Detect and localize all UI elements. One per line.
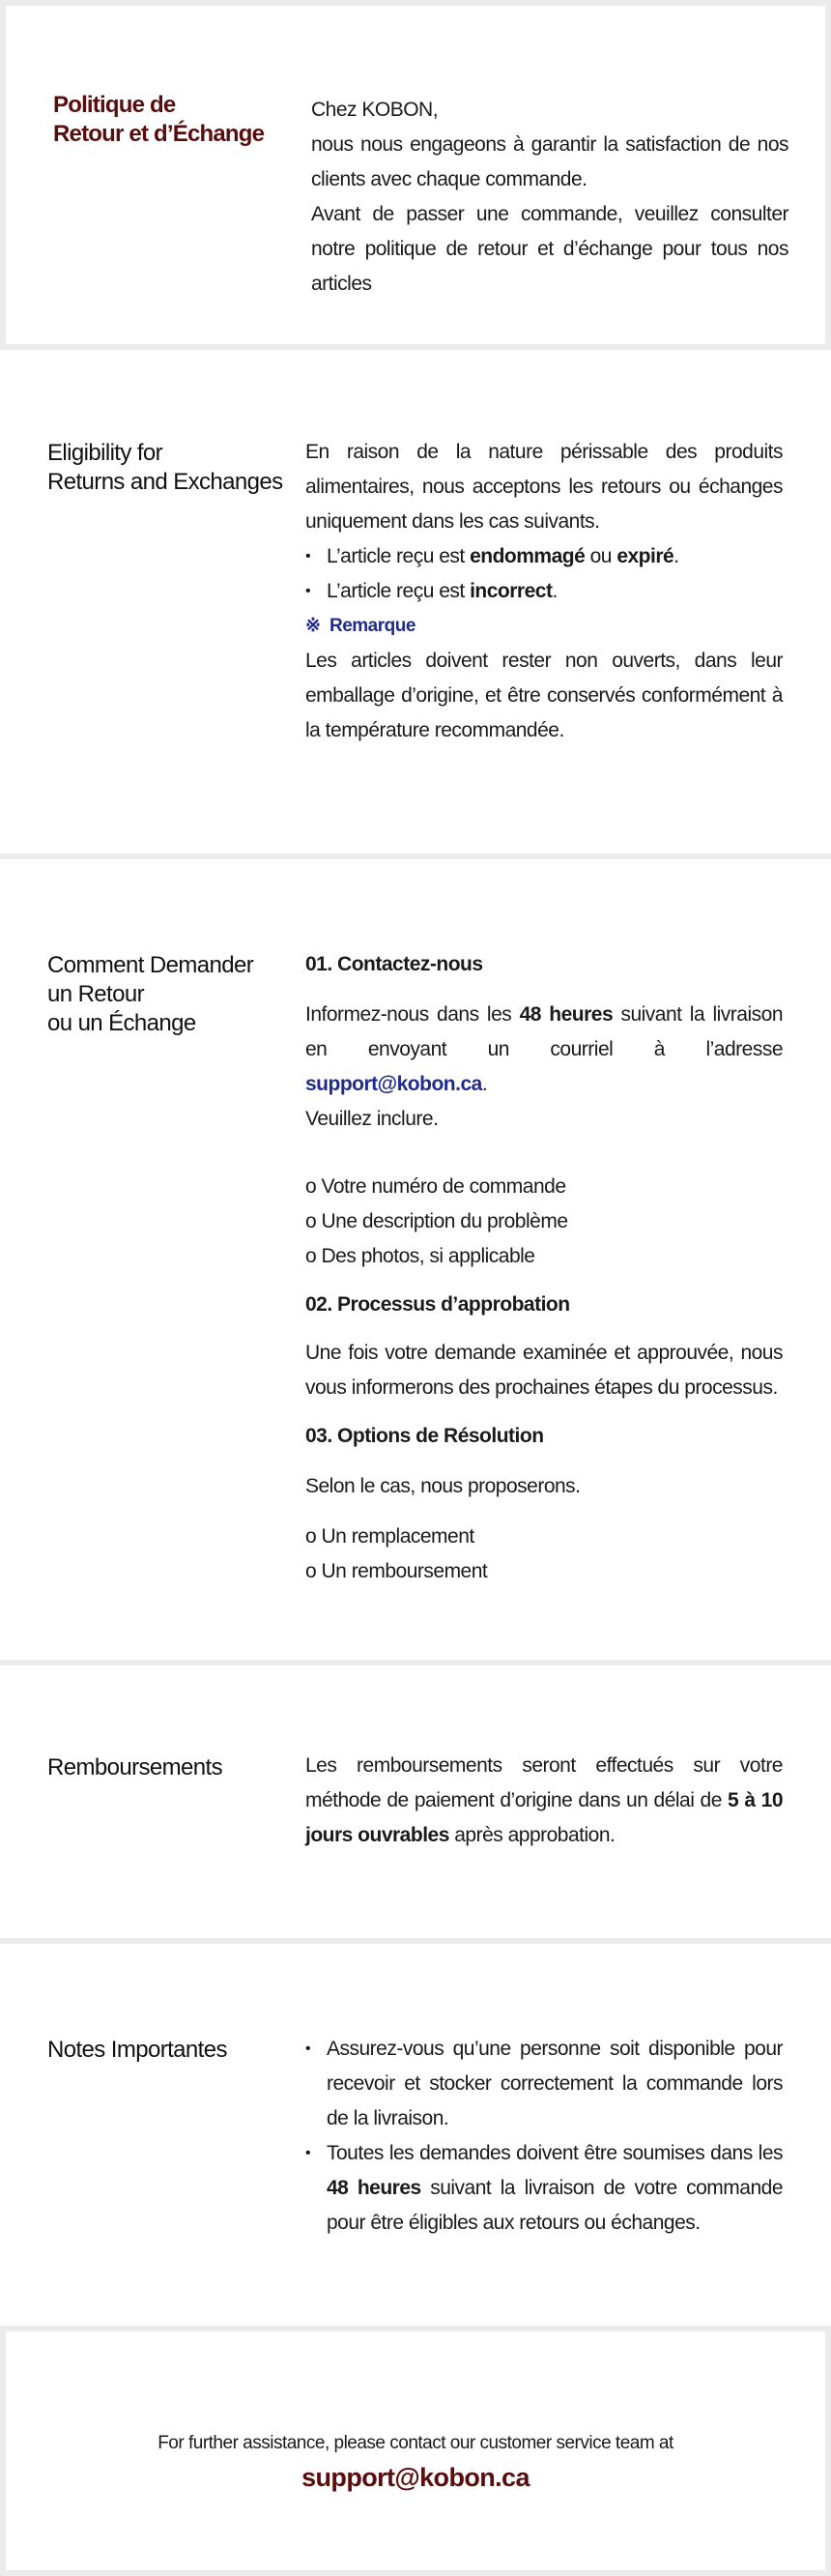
bullet-dot-icon: • <box>305 2145 311 2161</box>
note-heading <box>305 609 783 644</box>
request-title-line-2: un Retour <box>47 981 144 1007</box>
footer-text: For further assistance, please contact our customer service team at <box>158 2433 673 2453</box>
notes-title: Notes Importantes <box>47 2037 227 2063</box>
note-symbol-icon: ※ <box>305 616 321 636</box>
policy-title-line-1: Politique de <box>53 92 176 118</box>
policy-title-line-2: Retour et d’Échange <box>53 121 265 147</box>
notes-hours: 48 heures <box>327 2177 421 2199</box>
step-2-text: Une fois votre demande examinée et approuvée, nous vous informerons des prochaines étapes du processus. <box>305 1342 783 1399</box>
notes-section <box>0 1944 831 2326</box>
step-3-text: Selon le cas, nous proposerons. <box>305 1475 581 1497</box>
list-item: o Un remboursement <box>305 1560 488 1582</box>
eligibility-bullet-2 <box>305 574 783 609</box>
bullet-text: . <box>673 545 679 567</box>
request-title-line-3: ou un Échange <box>47 1010 196 1036</box>
step-1-include: Veuillez inclure. <box>305 1108 439 1130</box>
step-1-hours: 48 heures <box>519 1003 614 1026</box>
bullet-bold-expired: expiré <box>616 545 674 567</box>
step-1-list <box>305 1170 783 1274</box>
step-2-heading: 02. Processus d’approbation <box>305 1293 570 1316</box>
step-3-list <box>305 1520 783 1589</box>
eligibility-content <box>305 435 783 748</box>
request-content <box>305 947 783 1589</box>
policy-content <box>311 93 788 302</box>
eligibility-intro: En raison de la nature périssable des produits alimentaires, nous acceptons les retours ou échanges uniquement dans les cas suivants. <box>305 441 783 533</box>
bullet-text: . <box>552 580 558 602</box>
notes-bullet-1 <box>305 2032 783 2136</box>
eligibility-title-line-2: Returns and Exchanges <box>47 469 283 495</box>
bullet-dot-icon: • <box>305 548 311 564</box>
eligibility-section <box>0 350 831 856</box>
step-1-text-part: Informez-nous dans les <box>305 1003 520 1026</box>
bullet-text: ou <box>585 545 617 567</box>
policy-greeting: Chez KOBON, <box>311 99 439 121</box>
bullet-text: L’article reçu est <box>327 580 471 602</box>
eligibility-title-line-1: Eligibility for <box>47 440 163 466</box>
notes-bullet-2-text: Toutes les demandes doivent être soumises dans les <box>327 2142 783 2164</box>
refunds-text-part: Les remboursements seront effectués sur votre méthode de paiement d’origine dans un délai de <box>305 1754 783 1811</box>
step-1-text <box>305 998 783 1102</box>
notes-bullet-1-text: Assurez-vous qu’une personne soit disponible pour recevoir et stocker correctement la commande lors de la livraison. <box>327 2038 783 2129</box>
eligibility-title <box>47 439 283 497</box>
step-1-heading: 01. Contactez-nous <box>305 953 483 975</box>
refunds-section <box>0 1665 831 1938</box>
refunds-delay: 5 à 10 jours ouvrables <box>305 1789 784 1846</box>
policy-title <box>53 91 264 149</box>
step-1-text-part: suivant la livraison en envoyant un courriel à l’adresse <box>305 1003 783 1060</box>
request-section <box>0 859 831 1662</box>
list-item: o Des photos, si applicable <box>305 1245 535 1267</box>
bullet-bold-damaged: endommagé <box>470 545 586 567</box>
bullet-text: L’article reçu est <box>327 545 471 567</box>
bullet-dot-icon: • <box>305 583 311 599</box>
list-item: o Votre numéro de commande <box>305 1175 566 1198</box>
notes-bullet-2 <box>305 2136 783 2241</box>
refunds-text <box>305 1749 783 1853</box>
note-text: Les articles doivent rester non ouverts, dans leur emballage d’origine, et être conservés conformément à la température recommandée. <box>305 650 783 741</box>
policy-section <box>0 0 831 350</box>
refunds-content <box>305 1749 783 1853</box>
footer-section <box>0 2326 831 2576</box>
step-3-heading: 03. Options de Résolution <box>305 1425 544 1447</box>
bullet-bold-incorrect: incorrect <box>470 580 553 602</box>
support-email-link[interactable]: support@kobon.ca <box>305 1073 482 1095</box>
eligibility-bullet-1 <box>305 539 783 574</box>
list-item: o Un remplacement <box>305 1525 474 1548</box>
notes-content <box>305 2032 783 2241</box>
request-title-line-1: Comment Demander <box>47 952 254 978</box>
note-title: Remarque <box>329 616 416 636</box>
policy-paragraph-2: Avant de passer une commande, veuillez consulter notre politique de retour et d’échange pour tous nos articles <box>311 203 788 295</box>
refunds-text-part: après approbation. <box>448 1824 616 1846</box>
policy-paragraph-1: nous nous engageons à garantir la satisfaction de nos clients avec chaque commande. <box>311 133 788 190</box>
footer-support-email-link[interactable]: support@kobon.ca <box>301 2463 530 2492</box>
step-1-text-part: . <box>481 1073 488 1095</box>
list-item: o Une description du problème <box>305 1210 568 1232</box>
request-title <box>47 951 253 1038</box>
notes-bullet-2-text: suivant la livraison de votre commande pour être éligibles aux retours ou échanges. <box>327 2177 783 2234</box>
refunds-title: Remboursements <box>47 1754 223 1780</box>
bullet-dot-icon: • <box>305 2041 311 2057</box>
